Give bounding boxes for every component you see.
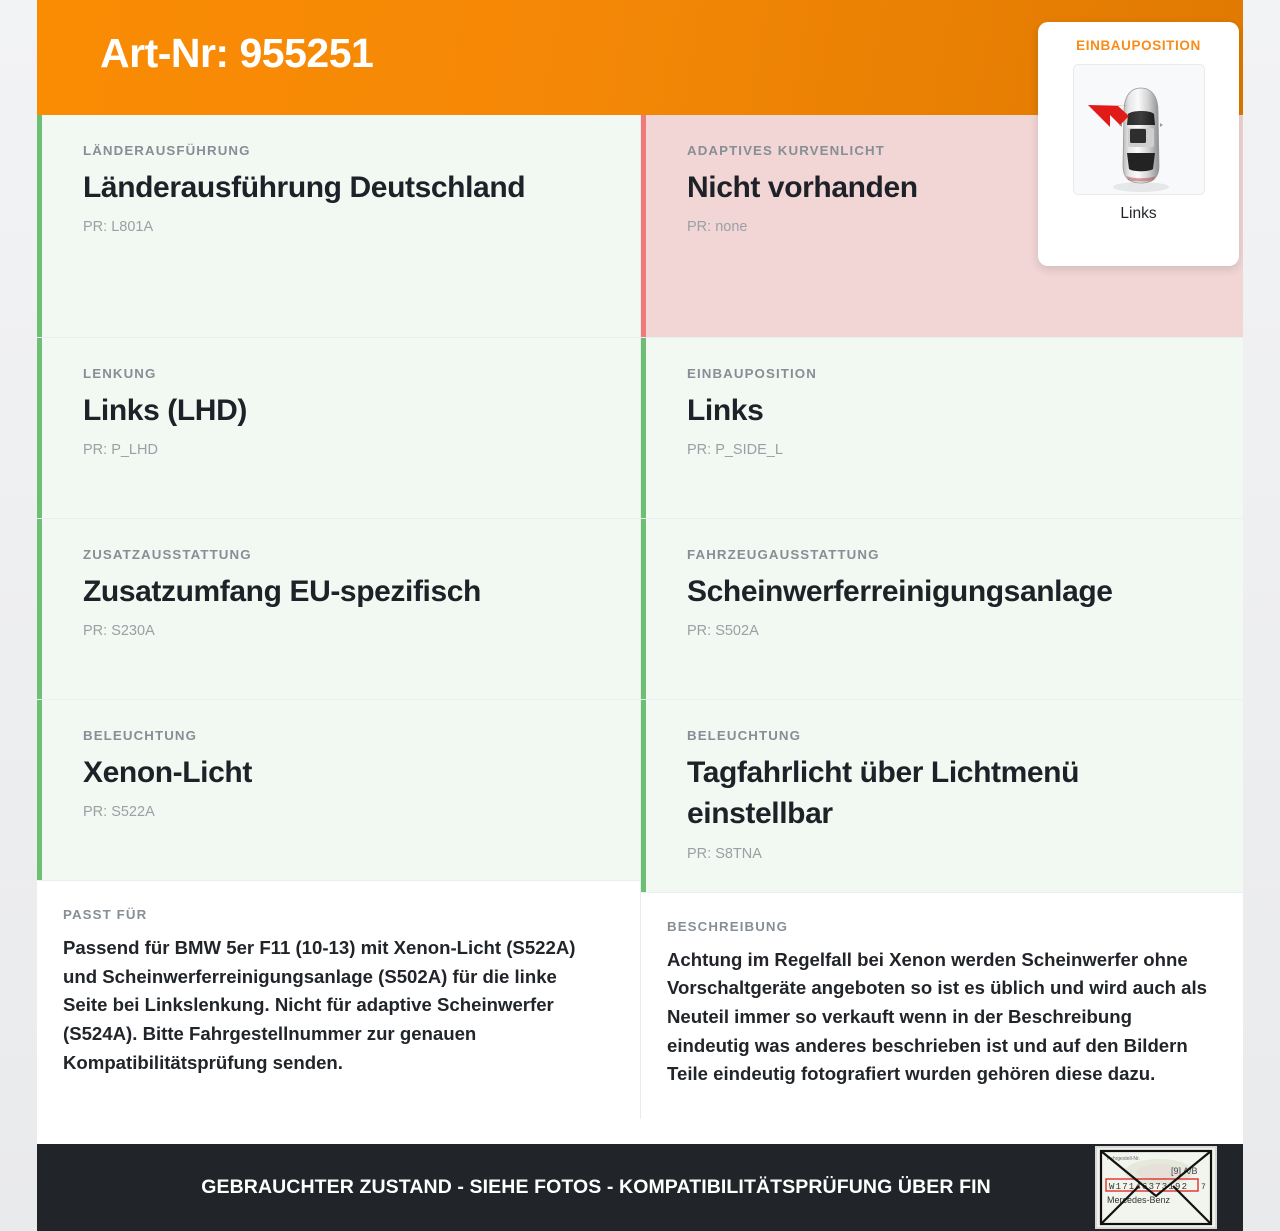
svg-text:Mercedes-Benz: Mercedes-Benz bbox=[1107, 1195, 1171, 1205]
car-top-view-icon bbox=[1074, 65, 1205, 195]
product-detail-page bbox=[37, 0, 1243, 1231]
spec-label: FAHRZEUGAUSSTATTUNG bbox=[687, 547, 880, 562]
footer-bar bbox=[37, 1144, 1243, 1231]
spec-column-left bbox=[37, 115, 640, 1111]
spec-pr-code: PR: S522A bbox=[83, 804, 155, 821]
einbauposition-card[interactable] bbox=[1038, 22, 1239, 266]
spec-pr-code: PR: S230A bbox=[83, 623, 155, 640]
vehicle-registration-document-icon[interactable] bbox=[1095, 1146, 1217, 1229]
spec-cell-beleuchtung-xenon[interactable] bbox=[37, 700, 640, 881]
svg-text:[9] A/B: [9] A/B bbox=[1171, 1166, 1198, 1176]
footer-text: GEBRAUCHTER ZUSTAND - SIEHE FOTOS - KOMPATIBILITÄTSPRÜFUNG ÜBER FIN bbox=[201, 1176, 991, 1198]
fits-for-body: Passend für BMW 5er F11 (10-13) mit Xenon-Licht (S522A) und Scheinwerferreinigungsanlage (S502A) für die linke Seite bei Linkslenkung. Nicht für adaptive Scheinwerfer (S524A). Bitte Fahrgestellnummer zur genauen Kompatibilitätsprüfung senden. bbox=[63, 937, 576, 1073]
spec-cell-zusatzausstattung[interactable] bbox=[37, 519, 640, 700]
spec-label: LÄNDERAUSFÜHRUNG bbox=[83, 143, 251, 158]
spec-value: Links (LHD) bbox=[83, 394, 247, 427]
spec-pr-code: PR: P_LHD bbox=[83, 442, 158, 459]
spec-pr-code: PR: P_SIDE_L bbox=[687, 442, 783, 459]
fits-for-label: PASST FÜR bbox=[63, 907, 148, 922]
einbauposition-image-box bbox=[1073, 64, 1205, 195]
spec-cell-laenderausfuehrung[interactable] bbox=[37, 115, 640, 338]
spec-cell-lenkung[interactable] bbox=[37, 338, 640, 519]
page-title: Art-Nr: 955251 bbox=[100, 30, 374, 76]
registration-thumb-svg bbox=[1097, 1148, 1215, 1227]
spec-value: Zusatzumfang EU-spezifisch bbox=[83, 575, 481, 608]
spec-label: BELEUCHTUNG bbox=[687, 728, 802, 743]
description-label: BESCHREIBUNG bbox=[667, 918, 789, 934]
spec-value: Nicht vorhanden bbox=[687, 171, 918, 204]
einbauposition-card-value: Links bbox=[1120, 205, 1157, 222]
einbauposition-card-label: EINBAUPOSITION bbox=[1076, 38, 1201, 53]
description-body: Achtung im Regelfall bei Xenon werden Scheinwerfer ohne Vorschaltgeräte angeboten so ist es üblich und wird auch als Neuteil immer so verkauft wenn in der Beschreibung eindeutig was anderes beschrieben ist und auf den Bildern Teile eindeutig fotografiert wurden gehören diese dazu. bbox=[667, 948, 1208, 1085]
spec-pr-code: PR: S502A bbox=[687, 623, 759, 640]
spec-pr-code: PR: L801A bbox=[83, 219, 154, 236]
spec-label: EINBAUPOSITION bbox=[687, 366, 817, 381]
spec-value: Tagfahrlicht über Lichtmenü einstellbar bbox=[687, 756, 1080, 831]
spec-cell-fahrzeugausstattung[interactable] bbox=[641, 519, 1243, 700]
spec-pr-code: PR: S8TNA bbox=[687, 845, 762, 862]
spec-value: Scheinwerferreinigungsanlage bbox=[687, 575, 1113, 608]
svg-text:Fahrgestell-Nr.: Fahrgestell-Nr. bbox=[1107, 1156, 1140, 1162]
spec-cell-beleuchtung-tagfahrlicht[interactable] bbox=[641, 700, 1243, 893]
spec-label: BELEUCHTUNG bbox=[83, 728, 198, 743]
spec-value: Länderausführung Deutschland bbox=[83, 171, 526, 204]
spec-label: ADAPTIVES KURVENLICHT bbox=[687, 143, 885, 158]
fits-for-section bbox=[37, 881, 640, 1111]
description-section bbox=[641, 893, 1243, 1119]
spec-pr-code: PR: none bbox=[687, 219, 748, 236]
svg-text:W17146373192: W17146373192 bbox=[1109, 1182, 1189, 1192]
spec-value: Xenon-Licht bbox=[83, 756, 252, 789]
spec-cell-einbauposition[interactable] bbox=[641, 338, 1243, 519]
spec-label: ZUSATZAUSSTATTUNG bbox=[83, 547, 252, 562]
svg-text:7: 7 bbox=[1201, 1183, 1206, 1192]
spec-value: Links bbox=[687, 394, 764, 427]
spec-label: LENKUNG bbox=[83, 366, 157, 381]
